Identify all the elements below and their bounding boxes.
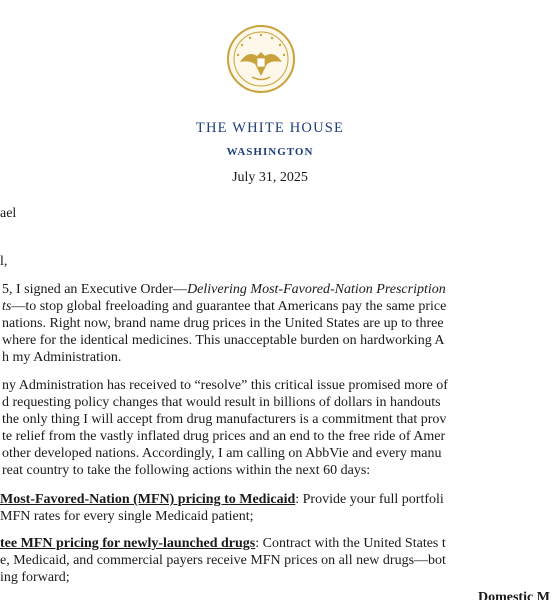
letterhead-subtitle: WASHINGTON bbox=[226, 146, 314, 158]
para1-line1: 5, I signed an Executive Order—Delivering Most-Favored-Nation Prescription bbox=[2, 282, 446, 297]
para1-line5: h my Administration. bbox=[2, 350, 122, 365]
para2-line6: reat country to take the following actions within the next 60 days: bbox=[2, 463, 371, 478]
para2-line4: te relief from the vastly inflated drug prices and an end to the free ride of Amer bbox=[2, 429, 446, 444]
para2-line3: the only thing I will accept from drug manufacturers is a commitment that prov bbox=[2, 412, 447, 427]
para2-line1: ny Administration has received to “resolve” this critical issue promised more of bbox=[2, 378, 448, 393]
letter-date: July 31, 2025 bbox=[232, 170, 308, 185]
letterhead-title: THE WHITE HOUSE bbox=[195, 120, 345, 136]
para2-line2: d requesting policy changes that would result in billions of dollars in handouts bbox=[2, 395, 441, 410]
item1-line2: MFN rates for every single Medicaid patient; bbox=[0, 509, 254, 524]
para1-line2: ts—to stop global freeloading and guarantee that Americans pay the same price bbox=[2, 299, 447, 314]
para1-line3: nations. Right now, brand name drug prices in the United States are up to three bbox=[2, 316, 444, 331]
item1-line1: Most-Favored-Nation (MFN) pricing to Medicaid: Provide your full portfoli bbox=[0, 492, 444, 507]
item2-line2: e, Medicaid, and commercial payers receive MFN prices on all new drugs—bot bbox=[0, 553, 446, 568]
item2-line1: tee MFN pricing for newly-launched drugs: Contract with the United States t bbox=[0, 536, 446, 551]
item3-partial: Domestic M bbox=[478, 590, 550, 600]
presidential-seal-icon bbox=[226, 24, 296, 94]
para1-line4: where for the identical medicines. This unacceptable burden on hardworking A bbox=[2, 333, 445, 348]
greeting: l, bbox=[0, 254, 8, 269]
recipient-name: ael bbox=[0, 206, 17, 221]
item2-line3: ing forward; bbox=[0, 570, 70, 585]
para2-line5: other developed nations. Accordingly, I am calling on AbbVie and every manu bbox=[2, 446, 442, 461]
